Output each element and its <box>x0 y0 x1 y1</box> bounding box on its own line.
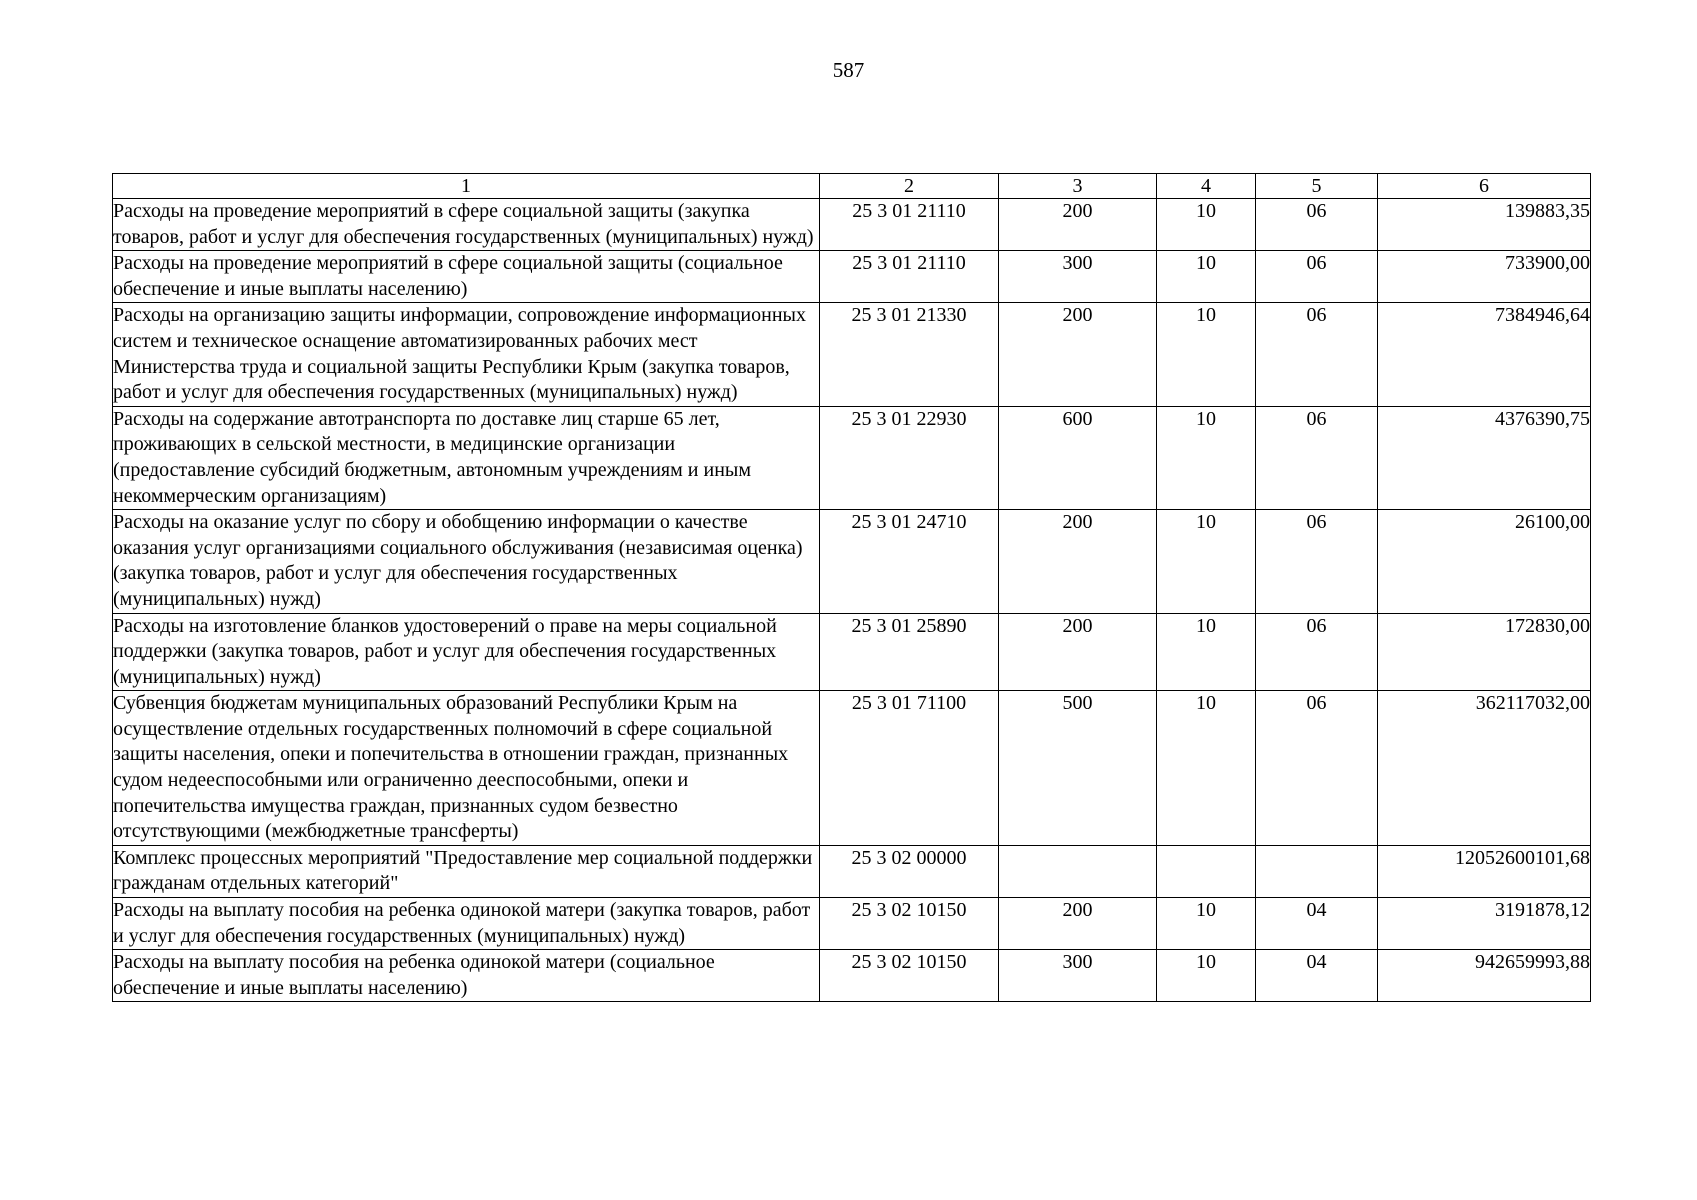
row-col-4: 10 <box>1157 613 1256 691</box>
table-row <box>113 845 1591 897</box>
row-name: Расходы на выплату пособия на ребенка одинокой матери (закупка товаров, работ и услуг для обеспечения государственных (муниципальных) нужд) <box>113 898 820 950</box>
row-code: 25 3 01 21110 <box>820 251 999 303</box>
column-header-4: 4 <box>1157 174 1256 199</box>
table-row <box>113 950 1591 1002</box>
row-name: Комплекс процессных мероприятий "Предоставление мер социальной поддержки гражданам отдельных категорий" <box>113 845 820 897</box>
row-col-4: 10 <box>1157 251 1256 303</box>
row-code: 25 3 01 22930 <box>820 406 999 509</box>
table-row <box>113 251 1591 303</box>
row-sum: 139883,35 <box>1378 199 1591 251</box>
row-name: Субвенция бюджетам муниципальных образований Республики Крым на осуществление отдельных государственных полномочий в сфере социальной защиты населения, опеки и попечительства в отношении граждан, признанных судом недееспособными или ограниченно дееспособными, опеки и попечительства имущества граждан, признанных судом безвестно отсутствующими (межбюджетные трансферты) <box>113 691 820 846</box>
row-sum: 362117032,00 <box>1378 691 1591 846</box>
row-col-4: 10 <box>1157 691 1256 846</box>
row-col-5: 06 <box>1256 251 1378 303</box>
row-col-5: 06 <box>1256 691 1378 846</box>
row-code: 25 3 02 10150 <box>820 898 999 950</box>
row-col-5: 04 <box>1256 898 1378 950</box>
row-col-4: 10 <box>1157 199 1256 251</box>
column-header-1: 1 <box>113 174 820 199</box>
row-name: Расходы на содержание автотранспорта по доставке лиц старше 65 лет, проживающих в сельской местности, в медицинские организации (предоставление субсидий бюджетным, автономным учреждениям и иным некоммерческим организациям) <box>113 406 820 509</box>
page-number: 587 <box>832 58 865 82</box>
row-col-5: 06 <box>1256 303 1378 406</box>
row-code: 25 3 01 21110 <box>820 199 999 251</box>
row-col-4: 10 <box>1157 898 1256 950</box>
row-name: Расходы на оказание услуг по сбору и обобщению информации о качестве оказания услуг организациями социального обслуживания (независимая оценка) (закупка товаров, работ и услуг для обеспечения государственных (муниципальных) нужд) <box>113 510 820 613</box>
row-sum: 7384946,64 <box>1378 303 1591 406</box>
table-row <box>113 510 1591 613</box>
row-code: 25 3 01 21330 <box>820 303 999 406</box>
row-col-3: 200 <box>999 510 1157 613</box>
row-col-3: 300 <box>999 251 1157 303</box>
column-header-2: 2 <box>820 174 999 199</box>
row-col-3: 600 <box>999 406 1157 509</box>
row-col-3: 200 <box>999 199 1157 251</box>
row-code: 25 3 01 25890 <box>820 613 999 691</box>
row-col-5: 06 <box>1256 199 1378 251</box>
table-row <box>113 406 1591 509</box>
row-col-3: 200 <box>999 613 1157 691</box>
row-col-3: 200 <box>999 898 1157 950</box>
row-sum: 172830,00 <box>1378 613 1591 691</box>
row-col-5: 06 <box>1256 613 1378 691</box>
row-sum: 733900,00 <box>1378 251 1591 303</box>
row-code: 25 3 01 71100 <box>820 691 999 846</box>
row-col-5: 04 <box>1256 950 1378 1002</box>
row-name: Расходы на организацию защиты информации, сопровождение информационных систем и техническое оснащение автоматизированных рабочих мест Министерства труда и социальной защиты Республики Крым (закупка товаров, работ и услуг для обеспечения государственных (муниципальных) нужд) <box>113 303 820 406</box>
column-header-6: 6 <box>1378 174 1591 199</box>
row-sum: 26100,00 <box>1378 510 1591 613</box>
row-col-4 <box>1157 845 1256 897</box>
row-sum: 942659993,88 <box>1378 950 1591 1002</box>
row-col-4: 10 <box>1157 510 1256 613</box>
row-code: 25 3 02 00000 <box>820 845 999 897</box>
row-col-4: 10 <box>1157 406 1256 509</box>
row-col-5: 06 <box>1256 406 1378 509</box>
row-col-5: 06 <box>1256 510 1378 613</box>
table-row <box>113 199 1591 251</box>
table-header-row <box>113 174 1591 199</box>
row-name: Расходы на изготовление бланков удостоверений о праве на меры социальной поддержки (закупка товаров, работ и услуг для обеспечения государственных (муниципальных) нужд) <box>113 613 820 691</box>
column-header-3: 3 <box>999 174 1157 199</box>
budget-table <box>112 173 1591 1002</box>
row-sum: 4376390,75 <box>1378 406 1591 509</box>
row-code: 25 3 02 10150 <box>820 950 999 1002</box>
row-col-4: 10 <box>1157 950 1256 1002</box>
row-name: Расходы на проведение мероприятий в сфере социальной защиты (закупка товаров, работ и услуг для обеспечения государственных (муниципальных) нужд) <box>113 199 820 251</box>
row-col-4: 10 <box>1157 303 1256 406</box>
row-col-3: 300 <box>999 950 1157 1002</box>
row-name: Расходы на выплату пособия на ребенка одинокой матери (социальное обеспечение и иные выплаты населению) <box>113 950 820 1002</box>
row-name: Расходы на проведение мероприятий в сфере социальной защиты (социальное обеспечение и иные выплаты населению) <box>113 251 820 303</box>
row-col-3: 200 <box>999 303 1157 406</box>
row-col-5 <box>1256 845 1378 897</box>
table-row <box>113 898 1591 950</box>
table-row <box>113 613 1591 691</box>
table-row <box>113 691 1591 846</box>
row-col-3 <box>999 845 1157 897</box>
column-header-5: 5 <box>1256 174 1378 199</box>
row-sum: 3191878,12 <box>1378 898 1591 950</box>
row-code: 25 3 01 24710 <box>820 510 999 613</box>
row-sum: 12052600101,68 <box>1378 845 1591 897</box>
table-row <box>113 303 1591 406</box>
row-col-3: 500 <box>999 691 1157 846</box>
